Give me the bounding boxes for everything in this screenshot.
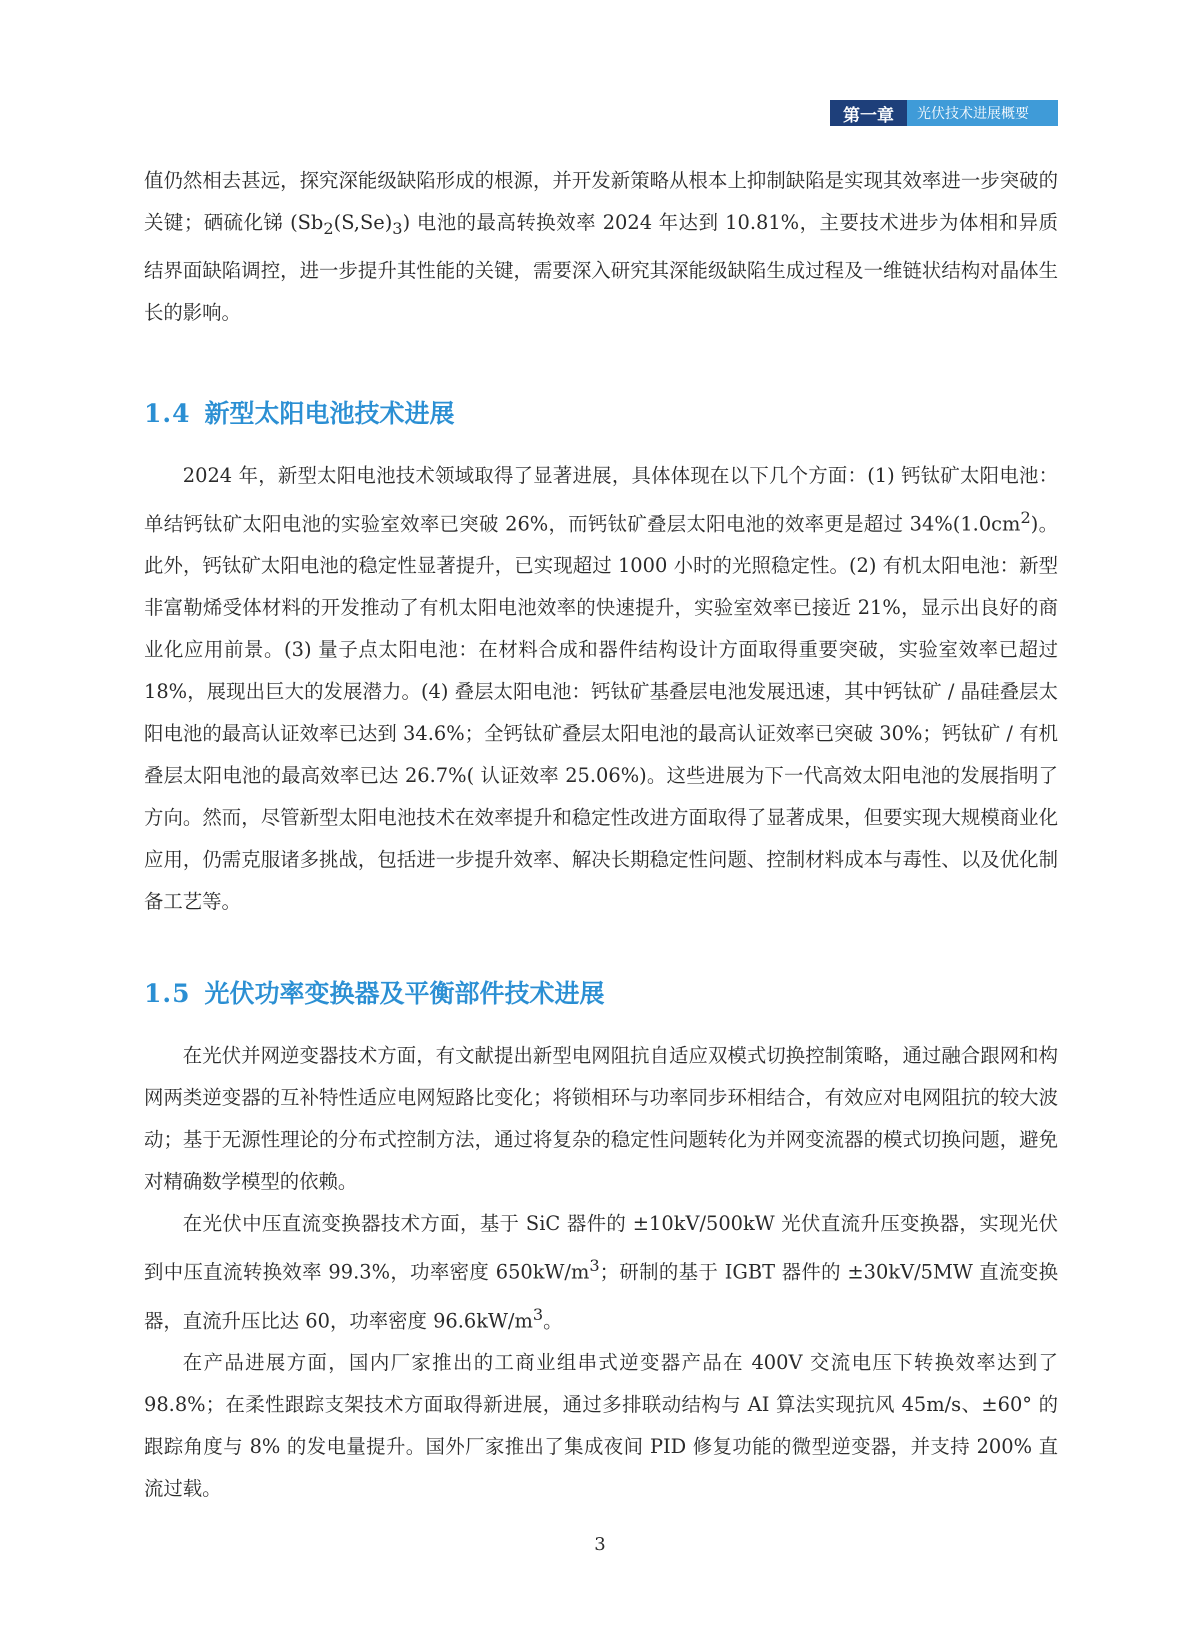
- section-title: 新型太阳电池技术进展: [204, 398, 455, 428]
- paragraph-1-5-dc-converter: 在光伏中压直流变换器技术方面，基于 SiC 器件的 ±10kV/500kW 光伏直流升压变换器，实现光伏到中压直流转换效率 99.3%，功率密度 $650kW/m^3$；研制的基于 IGBT 器件的 ±30kV/5MW 直流变换器，直流升压比达 60，功率密度 $96.6kW/m^3$。: [144, 1212, 1058, 1333]
- chapter-title: 光伏技术进展概要: [907, 100, 1058, 126]
- section-number: 1.5: [144, 979, 191, 1009]
- page-body: [144, 160, 1058, 1510]
- section-heading-1-4: [144, 394, 1058, 434]
- section-heading-1-5: [144, 974, 1058, 1014]
- paragraph-1-5-products: 在产品进展方面，国内厂家推出的工商业组串式逆变器产品在 400V 交流电压下转换效率达到了 98.8%；在柔性跟踪支架技术方面取得新进展，通过多排联动结构与 AI 算法实现抗风 45m/s、±60° 的跟踪角度与 8% 的发电量提升。国外厂家推出了集成夜间 PID 修复功能的微型逆变器，并支持 200% 直流过载。: [144, 1351, 1058, 1501]
- intro-paragraph: 值仍然相去甚远，探究深能级缺陷形成的根源，并开发新策略从根本上抑制缺陷是实现其效率进一步突破的关键；硒硫化锑 $(Sb_2(S,Se)_3)$ 电池的最高转换效率 2024 年达到 10.81%，主要技术进步为体相和异质结界面缺陷调控，进一步提升其性能的关键，需要深入研究其深能级缺陷生成过程及一维链状结构对晶体生长的影响。: [144, 169, 1058, 324]
- paragraph-1-5-inverter: 在光伏并网逆变器技术方面，有文献提出新型电网阻抗自适应双模式切换控制策略，通过融合跟网和构网两类逆变器的互补特性适应电网短路比变化；将锁相环与功率同步环相结合，有效应对电网阻抗的较大波动；基于无源性理论的分布式控制方法，通过将复杂的稳定性问题转化为并网变流器的模式切换问题，避免对精确数学模型的依赖。: [144, 1044, 1058, 1194]
- chapter-header: [830, 100, 1058, 126]
- section-title: 光伏功率变换器及平衡部件技术进展: [204, 979, 605, 1009]
- section-number: 1.4: [144, 398, 191, 428]
- paragraph-1-4: 2024 年，新型太阳电池技术领域取得了显著进展，具体体现在以下几个方面：(1) 钙钛矿太阳电池：单结钙钛矿太阳电池的实验室效率已突破 26%，而钙钛矿叠层太阳电池的效率更是超过 $34\%(1.0cm^2)$。此外，钙钛矿太阳电池的稳定性显著提升，已实现超过 1000 小时的光照稳定性。(2) 有机太阳电池：新型非富勒烯受体材料的开发推动了有机太阳电池效率的快速提升，实验室效率已接近 21%，显示出良好的商业化应用前景。(3) 量子点太阳电池：在材料合成和器件结构设计方面取得重要突破，实验室效率已超过 18%，展现出巨大的发展潜力。(4) 叠层太阳电池：钙钛矿基叠层电池发展迅速，其中钙钛矿 / 晶硅叠层太阳电池的最高认证效率已达到 34.6%；全钙钛矿叠层太阳电池的最高认证效率已突破 30%；钙钛矿 / 有机叠层太阳电池的最高效率已达 26.7%( 认证效率 25.06%)。这些进展为下一代高效太阳电池的发展指明了方向。然而，尽管新型太阳电池技术在效率提升和稳定性改进方面取得了显著成果，但要实现大规模商业化应用，仍需克服诸多挑战，包括进一步提升效率、解决长期稳定性问题、控制材料成本与毒性、以及优化制备工艺等。: [144, 463, 1058, 914]
- page-number: 3: [594, 1534, 606, 1555]
- chapter-number: 第一章: [830, 100, 907, 126]
